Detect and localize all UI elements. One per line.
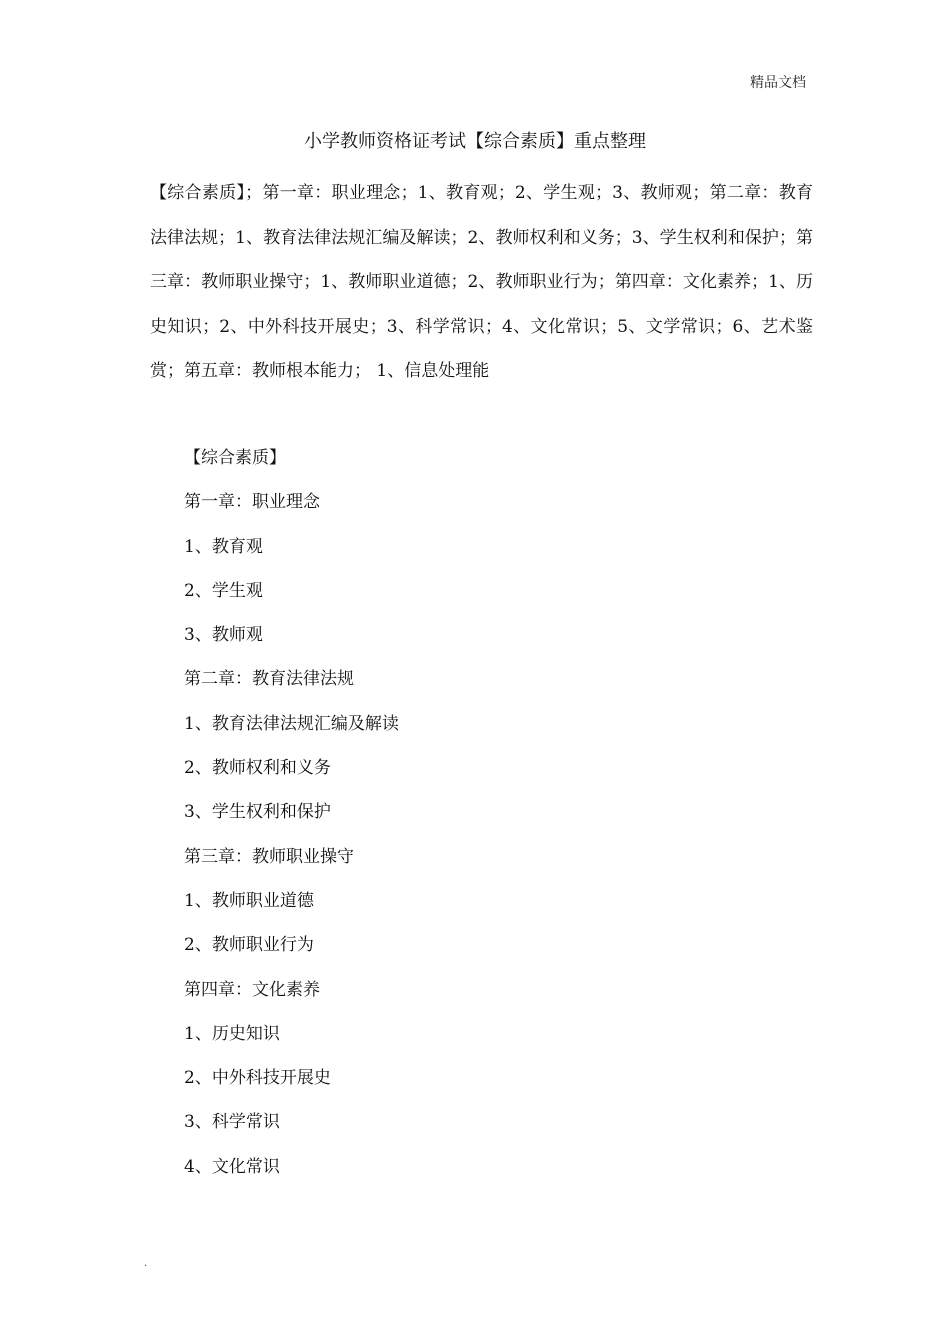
outline-item: 2、教师权利和义务 [184, 758, 331, 779]
outline-item: 3、学生权利和保护 [184, 802, 331, 823]
outline-item: 2、教师职业行为 [184, 935, 314, 956]
outline-item: 2、学生观 [184, 580, 263, 601]
outline-item: 1、历史知识 [184, 1023, 280, 1044]
outline-item: 1、教师职业道德 [184, 890, 314, 911]
outline-item: 【综合素质】 [184, 448, 286, 468]
outline-list [184, 436, 784, 1189]
outline-item: 1、教育观 [184, 536, 263, 557]
outline-item: 1、教育法律法规汇编及解读 [184, 713, 399, 734]
outline-item: 第二章：教育法律法规 [184, 669, 354, 690]
outline-item: 3、教师观 [184, 625, 263, 646]
header-tag: 精品文档 [750, 75, 806, 91]
outline-item: 第一章：职业理念 [184, 492, 320, 513]
outline-item: 第三章：教师职业操守 [184, 846, 354, 867]
summary-paragraph: 【综合素质】；第一章：职业理念；1、教育观；2、学生观；3、教师观；第二章：教育法律法规；1、教育法律法规汇编及解读；2、教师权利和义务；3、学生权利和保护；第三章：教师职业操守；1、教师职业道德；2、教师职业行为；第四章：文化素养；1、历史知识；2、中外科技开展史；3、科学常识；4、文化常识；5、文学常识；6、艺术鉴赏；第五章：教师根本能力； 1、信息处理能 [150, 183, 813, 381]
outline-item: 2、中外科技开展史 [184, 1068, 331, 1089]
footer-mark: . [144, 1258, 148, 1269]
outline-item: 4、文化常识 [184, 1156, 280, 1177]
outline-item: 第四章：文化素养 [184, 979, 320, 1000]
outline-item: 3、科学常识 [184, 1112, 280, 1133]
document-title: 小学教师资格证考试【综合素质】重点整理 [304, 131, 646, 152]
